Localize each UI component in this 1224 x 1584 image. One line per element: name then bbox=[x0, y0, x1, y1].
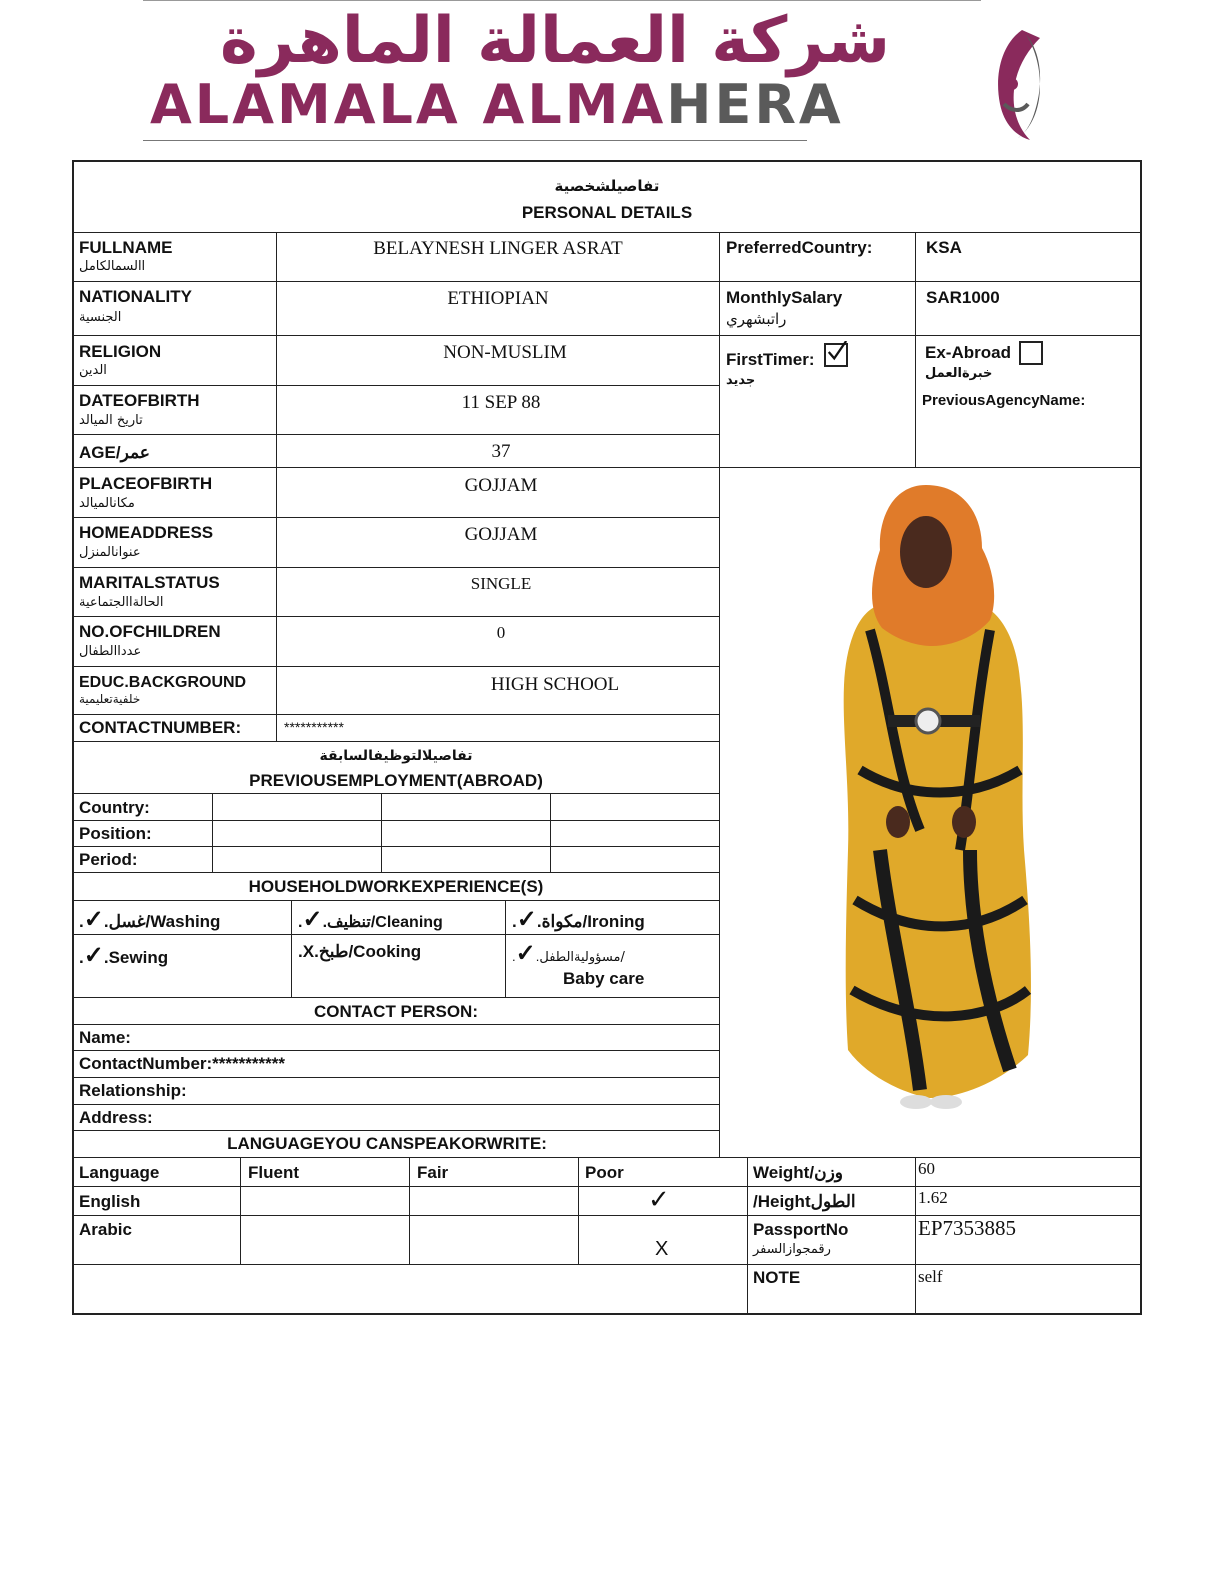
educ-value: HIGH SCHOOL bbox=[490, 674, 620, 695]
preferred-country-value: KSA bbox=[926, 238, 962, 257]
checkmark-icon bbox=[826, 341, 848, 363]
monthly-salary-label-ar: راتبشهري bbox=[726, 310, 787, 328]
rule bbox=[72, 820, 720, 821]
children-label: NO.OFCHILDREN bbox=[79, 622, 221, 641]
sewing-item: .✓.Sewing bbox=[79, 942, 169, 969]
cleaning-item: .✓.تنظيف/Cleaning bbox=[298, 906, 443, 933]
babycare-label: Baby care bbox=[563, 969, 645, 988]
contact-address-label: Address: bbox=[79, 1108, 153, 1127]
rule bbox=[72, 997, 720, 998]
washing-item: .✓.غسل/Washing bbox=[79, 906, 221, 933]
rule bbox=[72, 1024, 720, 1025]
contact-number-label: CONTACTNUMBER: bbox=[79, 718, 242, 737]
logo-arabic-text: شركة العمالة الماهرة bbox=[219, 4, 891, 78]
rule bbox=[72, 793, 720, 794]
height-value: 1.62 bbox=[918, 1188, 948, 1207]
address-value: GOJJAM bbox=[464, 524, 538, 545]
face bbox=[900, 516, 952, 588]
babycare-label-ar: مسؤوليةالطفل/ bbox=[539, 950, 625, 965]
note-label: NOTE bbox=[753, 1268, 801, 1287]
rule bbox=[915, 232, 916, 467]
fullname-value: BELAYNESH LINGER ASRAT bbox=[373, 238, 623, 259]
logo-en-part1: ALAMALA ALMA bbox=[150, 73, 667, 136]
babycare-item: .✓.مسؤوليةالطفل/ bbox=[512, 940, 625, 967]
address-label: HOMEADDRESS bbox=[79, 523, 214, 542]
prev-country-label: Country: bbox=[79, 798, 150, 817]
rule bbox=[72, 467, 1142, 468]
marital-label-ar: الحالةاالجتماعية bbox=[79, 595, 164, 610]
rule bbox=[550, 793, 551, 872]
lang-header-poor: Poor bbox=[585, 1163, 624, 1182]
dob-label-ar: تاريخ الميالد bbox=[79, 413, 143, 428]
personal-details-title: PERSONAL DETAILS bbox=[521, 203, 693, 222]
prev-employment-title-ar: تفاصيلالتوظيفالسابقة bbox=[319, 748, 473, 764]
cleaning-label: تنظيف/Cleaning bbox=[327, 914, 443, 931]
first-timer-label-ar: جديد bbox=[726, 373, 756, 388]
lang-header-language: Language bbox=[79, 1163, 160, 1182]
preferred-country-label: PreferredCountry: bbox=[726, 238, 873, 257]
cooking-item: .X.طبخ/Cooking bbox=[298, 942, 422, 961]
passport-label: PassportNo bbox=[753, 1220, 849, 1239]
rule bbox=[72, 1050, 720, 1051]
rule bbox=[72, 1077, 720, 1078]
pob-value: GOJJAM bbox=[464, 475, 538, 496]
ex-abroad-label-ar: خبرةالعمل bbox=[925, 366, 993, 381]
rule bbox=[72, 741, 720, 742]
rule bbox=[578, 1157, 579, 1264]
header-top-rule bbox=[143, 0, 981, 1]
rule bbox=[72, 1130, 720, 1131]
monthly-salary-value: SAR1000 bbox=[926, 288, 1000, 307]
belt-buckle bbox=[916, 709, 940, 733]
logo-en-part2: HERA bbox=[666, 73, 844, 136]
previous-agency-label: PreviousAgencyName: bbox=[922, 392, 1086, 409]
ironing-label: مكواة/Ironing bbox=[541, 912, 645, 931]
company-emblem-icon bbox=[982, 24, 1048, 144]
rule bbox=[291, 900, 292, 997]
marital-value: SINGLE bbox=[470, 574, 532, 593]
contact-number-row: ContactNumber:*********** bbox=[79, 1054, 285, 1073]
babycare-check-icon: ✓ bbox=[515, 940, 536, 967]
contact-relationship-label: Relationship: bbox=[79, 1081, 187, 1100]
rule bbox=[72, 335, 1142, 336]
rule bbox=[72, 1186, 1142, 1187]
contact-name-label: Name: bbox=[79, 1028, 131, 1047]
rule bbox=[72, 666, 720, 667]
nationality-label: NATIONALITY bbox=[79, 287, 193, 306]
rule bbox=[72, 434, 720, 435]
household-title: HOUSEHOLDWORKEXPERIENCE(S) bbox=[248, 877, 544, 896]
washing-label: غسل/Washing bbox=[108, 912, 221, 931]
pob-label: PLACEOFBIRTH bbox=[79, 474, 213, 493]
rule bbox=[212, 793, 213, 872]
english-poor-check-icon: ✓ bbox=[648, 1184, 670, 1214]
nationality-label-ar: الجنسية bbox=[79, 310, 122, 325]
rule bbox=[72, 616, 720, 617]
logo-english-text bbox=[150, 73, 970, 136]
passport-value: EP7353885 bbox=[918, 1216, 1017, 1240]
rule bbox=[72, 900, 720, 901]
monthly-salary-label: MonthlySalary bbox=[726, 288, 843, 307]
lang-arabic: Arabic bbox=[79, 1220, 132, 1239]
educ-label: EDUC.BACKGROUND bbox=[79, 674, 247, 691]
rule bbox=[747, 1157, 748, 1315]
height-label: /Heightالطول bbox=[753, 1192, 856, 1211]
rule bbox=[72, 517, 720, 518]
age-label: AGE/عمر bbox=[79, 443, 150, 462]
address-label-ar: عنوانالمنزل bbox=[79, 545, 141, 560]
ironing-check-icon: ✓ bbox=[516, 906, 537, 933]
lang-header-fluent: Fluent bbox=[248, 1163, 299, 1182]
marital-label: MARITALSTATUS bbox=[79, 573, 220, 592]
rule bbox=[72, 872, 720, 873]
children-label-ar: عدداالطفال bbox=[79, 644, 142, 659]
nationality-value: ETHIOPIAN bbox=[447, 288, 549, 309]
weight-value: 60 bbox=[918, 1159, 935, 1178]
rule bbox=[72, 232, 1142, 233]
rule bbox=[381, 793, 382, 872]
lang-english: English bbox=[79, 1192, 141, 1211]
first-timer-checkbox[interactable] bbox=[824, 343, 848, 367]
fullname-label-ar: االسمالكامل bbox=[79, 259, 146, 274]
rule bbox=[240, 1157, 241, 1264]
ironing-item: .✓.مكواة/Ironing bbox=[512, 906, 645, 933]
rule bbox=[915, 1157, 916, 1315]
hand bbox=[886, 806, 910, 838]
washing-check-icon: ✓ bbox=[83, 906, 104, 933]
lang-header-fair: Fair bbox=[417, 1163, 449, 1182]
contact-person-title: CONTACT PERSON: bbox=[313, 1002, 478, 1021]
religion-label: RELIGION bbox=[79, 342, 162, 361]
languages-title: LANGUAGEYOU CANSPEAKORWRITE: bbox=[227, 1134, 547, 1153]
passport-label-ar: رقمجوازالسفر bbox=[753, 1242, 831, 1257]
dob-value: 11 SEP 88 bbox=[461, 392, 541, 413]
rule bbox=[409, 1157, 410, 1264]
cooking-label: طبخ/Cooking bbox=[318, 942, 422, 961]
fullname-label: FULLNAME bbox=[79, 238, 173, 257]
cooking-x-mark: X bbox=[302, 942, 315, 961]
pob-label-ar: مكانالميالد bbox=[79, 496, 135, 511]
hand bbox=[952, 806, 976, 838]
prev-position-label: Position: bbox=[79, 824, 152, 843]
rule bbox=[72, 385, 720, 386]
rule bbox=[72, 281, 1142, 282]
personal-details-title-ar: تفاصيلشخصية bbox=[554, 177, 660, 195]
educ-label-ar: خلفيةتعليمية bbox=[79, 692, 141, 706]
prev-period-label: Period: bbox=[79, 850, 138, 869]
rule bbox=[72, 1157, 1142, 1158]
sewing-label: Sewing bbox=[108, 948, 169, 967]
age-value: 37 bbox=[491, 441, 511, 462]
sewing-check-icon: ✓ bbox=[83, 942, 104, 969]
candidate-photo bbox=[720, 470, 1140, 1157]
rule bbox=[72, 846, 720, 847]
shoe bbox=[900, 1095, 932, 1109]
religion-label-ar: الدين bbox=[79, 363, 107, 378]
header-bottom-rule bbox=[143, 140, 807, 141]
rule bbox=[72, 714, 720, 715]
cleaning-check-icon: ✓ bbox=[302, 906, 323, 933]
dob-label: DATEOFBIRTH bbox=[79, 391, 200, 410]
ex-abroad-checkbox[interactable] bbox=[1019, 341, 1043, 365]
children-value: 0 bbox=[496, 623, 506, 642]
contact-number-value: *********** bbox=[284, 719, 344, 735]
rule bbox=[72, 567, 720, 568]
shoe bbox=[930, 1095, 962, 1109]
rule bbox=[505, 900, 506, 997]
note-value: self bbox=[918, 1267, 943, 1286]
rule bbox=[72, 1104, 720, 1105]
religion-value: NON-MUSLIM bbox=[443, 342, 567, 363]
rule bbox=[72, 934, 720, 935]
arabic-poor-x-mark: X bbox=[655, 1238, 669, 1260]
first-timer-label: FirstTimer: bbox=[726, 350, 815, 369]
ex-abroad-label: Ex-Abroad bbox=[925, 343, 1011, 362]
weight-label: Weight/وزن bbox=[753, 1163, 843, 1182]
rule bbox=[72, 1264, 1142, 1265]
prev-employment-title: PREVIOUSEMPLOYMENT(ABROAD) bbox=[249, 771, 543, 790]
